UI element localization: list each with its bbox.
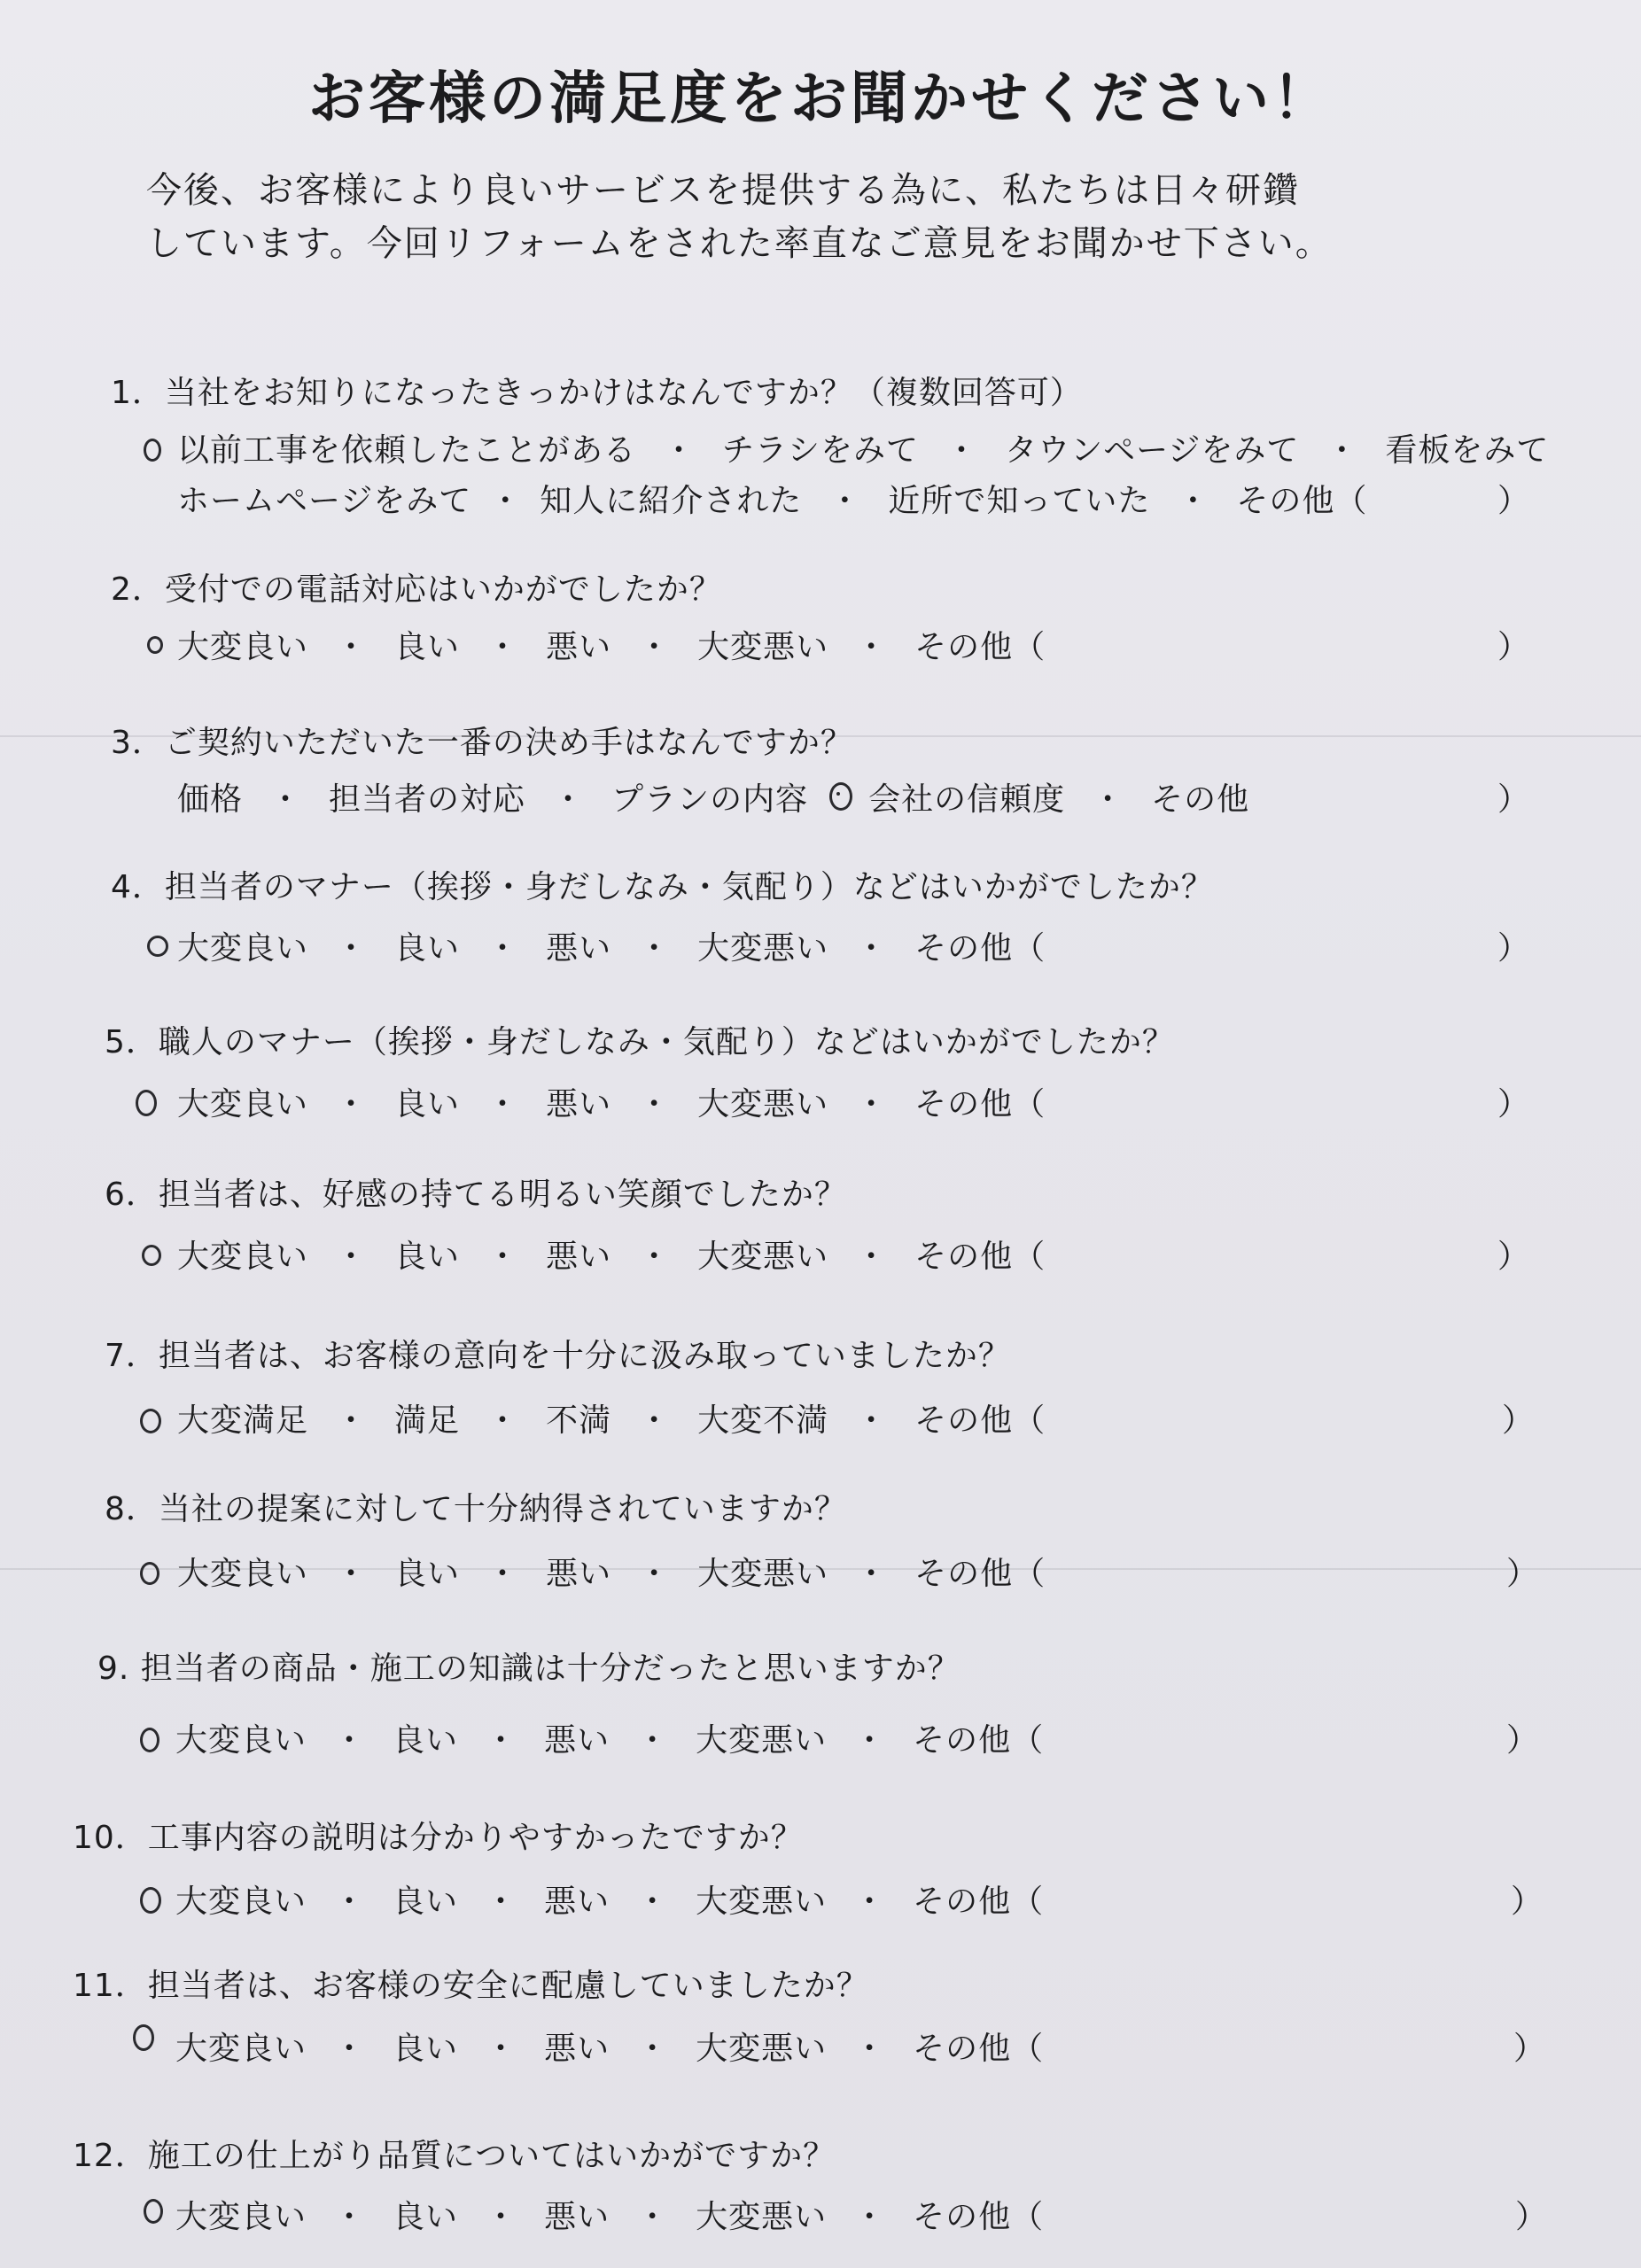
question-1-label: 1．当社をお知りになったきっかけはなんですか？（複数回答可） [111, 375, 1083, 411]
option-label[interactable]: 良い [394, 1086, 461, 1122]
separator: ・ [335, 1086, 369, 1122]
option-label[interactable]: 大変良い [177, 930, 309, 967]
question-9-label: 9. 担当者の商品・施工の知識は十分だったと思いますか？ [97, 1651, 960, 1687]
option-label[interactable]: 良い [393, 2031, 459, 2067]
page-title: お客様の満足度をお聞かせください！ [308, 66, 1333, 132]
question-12-label: 12．施工の仕上がり品質についてはいかがですか？ [73, 2138, 836, 2174]
separator: ・ [335, 1239, 369, 1275]
other-close-paren: ） [1506, 1556, 1539, 1592]
selection-circle [147, 936, 168, 957]
question-3-options [177, 774, 1249, 819]
option-label[interactable]: 大変満足 [177, 1402, 309, 1439]
separator: ・ [636, 1722, 670, 1759]
separator: ・ [638, 629, 672, 665]
separator: ・ [855, 930, 889, 967]
question-1-options-row2 [177, 476, 1367, 521]
other-close-paren: ） [1497, 483, 1530, 519]
option-label[interactable]: 大変悪い [697, 930, 829, 967]
option-label[interactable]: その他 [1151, 781, 1250, 818]
separator: ・ [945, 432, 979, 469]
option-label[interactable]: その他（ [913, 1722, 1045, 1759]
separator: ・ [486, 629, 520, 665]
other-close-paren: ） [1497, 1239, 1530, 1275]
separator: ・ [663, 432, 696, 469]
option-label[interactable]: その他（ [913, 1884, 1045, 1920]
separator: ・ [489, 483, 523, 519]
question-11-options [175, 2023, 1044, 2069]
option-label[interactable]: 悪い [544, 2199, 611, 2235]
separator: ・ [552, 781, 586, 818]
option-label[interactable]: 大変悪い [696, 2031, 828, 2067]
option-label[interactable]: 価格 [177, 781, 244, 818]
option-label[interactable]: 悪い [546, 930, 612, 967]
option-label[interactable]: 良い [394, 1239, 461, 1275]
selection-circle [829, 782, 852, 811]
intro-paragraph [146, 164, 1564, 270]
question-5-label: 5．職人のマナー（挨拶・身だしなみ・気配り）などはいかがでしたか？ [105, 1024, 1175, 1060]
separator: ・ [855, 629, 889, 665]
option-label[interactable]: 悪い [544, 1722, 611, 1759]
option-label[interactable]: 悪い [544, 2031, 611, 2067]
option-label[interactable]: 大変良い [175, 2031, 307, 2067]
option-label[interactable]: チラシをみて [722, 432, 920, 469]
separator: ・ [855, 1556, 889, 1592]
question-11-label: 11．担当者は、お客様の安全に配慮していましたか？ [73, 1968, 869, 2004]
option-label[interactable]: 満足 [394, 1402, 461, 1439]
other-close-paren: ） [1506, 1722, 1539, 1759]
option-label[interactable]: 悪い [544, 1884, 611, 1920]
separator: ・ [636, 1884, 670, 1920]
option-label[interactable]: 担当者の対応 [329, 781, 526, 818]
question-10-label: 10．工事内容の説明は分かりやすかったですか？ [73, 1820, 804, 1856]
option-label[interactable]: 大変不満 [697, 1402, 829, 1439]
separator: ・ [638, 1556, 672, 1592]
selection-circle [147, 636, 163, 654]
separator: ・ [855, 1086, 889, 1122]
question-3-label: 3．ご契約いただいた一番の決め手はなんですか？ [111, 725, 853, 761]
option-label[interactable]: 大変悪い [696, 1722, 828, 1759]
option-label[interactable]: 大変良い [177, 1086, 309, 1122]
separator: ・ [333, 2199, 367, 2235]
option-label[interactable]: ホームページをみて [177, 483, 472, 519]
other-close-paren: ） [1502, 1402, 1535, 1439]
separator: ・ [828, 483, 862, 519]
question-1-options-row1 [177, 425, 1549, 470]
separator: ・ [486, 1402, 520, 1439]
option-label[interactable]: 良い [393, 2199, 459, 2235]
separator: ・ [335, 629, 369, 665]
question-9-options [175, 1715, 1044, 1760]
separator: ・ [485, 1722, 518, 1759]
question-8-options [177, 1549, 1046, 1594]
option-label[interactable]: 悪い [546, 1239, 612, 1275]
other-close-paren: ） [1513, 2031, 1546, 2067]
separator: ・ [335, 1556, 369, 1592]
option-label[interactable]: 良い [393, 1884, 459, 1920]
separator: ・ [333, 1722, 367, 1759]
option-label[interactable]: その他（ [914, 1239, 1046, 1275]
option-label[interactable]: 悪い [546, 1556, 612, 1592]
other-close-paren: ） [1511, 1884, 1544, 1920]
option-label[interactable]: 不満 [546, 1402, 612, 1439]
separator: ・ [855, 1402, 889, 1439]
separator: ・ [485, 2199, 518, 2235]
option-label[interactable]: その他（ [913, 2199, 1045, 2235]
option-label[interactable]: 悪い [546, 1086, 612, 1122]
separator: ・ [1177, 483, 1210, 519]
question-8-label: 8．当社の提案に対して十分納得されていますか？ [105, 1491, 847, 1527]
selection-circle [140, 1728, 159, 1752]
question-4-label: 4．担当者のマナー（挨拶・身だしなみ・気配り）などはいかがでしたか？ [111, 869, 1214, 905]
separator: ・ [486, 1556, 520, 1592]
question-7-options [177, 1395, 1046, 1441]
option-label[interactable]: 大変良い [175, 2199, 307, 2235]
option-label[interactable]: 大変良い [175, 1722, 307, 1759]
separator: ・ [485, 2031, 518, 2067]
selection-circle [140, 1887, 161, 1914]
option-label[interactable]: 良い [394, 930, 461, 967]
question-6-options [177, 1231, 1046, 1277]
option-label[interactable]: 良い [394, 1556, 461, 1592]
selection-circle [136, 1090, 157, 1116]
option-label[interactable]: 大変悪い [697, 1086, 829, 1122]
question-12-options [175, 2192, 1044, 2237]
separator: ・ [638, 930, 672, 967]
other-close-paren: ） [1497, 781, 1530, 818]
separator: ・ [333, 2031, 367, 2067]
option-label[interactable]: 大変悪い [696, 1884, 828, 1920]
separator: ・ [853, 1722, 887, 1759]
option-label[interactable]: その他（ [914, 1086, 1046, 1122]
separator: ・ [853, 2199, 887, 2235]
separator: ・ [486, 930, 520, 967]
option-label[interactable]: その他（ [914, 1402, 1046, 1439]
other-close-paren: ） [1497, 1086, 1530, 1122]
option-label[interactable]: 大変悪い [697, 1239, 829, 1275]
option-label[interactable]: 大変悪い [696, 2199, 828, 2235]
separator: ・ [486, 1086, 520, 1122]
option-label[interactable]: 看板をみて [1385, 432, 1550, 469]
separator: ・ [636, 2199, 670, 2235]
option-label[interactable]: 良い [393, 1722, 459, 1759]
question-2-label: 2．受付での電話対応はいかがでしたか？ [111, 571, 722, 608]
separator: ・ [333, 1884, 367, 1920]
selection-circle-wrap [829, 779, 852, 815]
option-label[interactable]: その他（ [914, 930, 1046, 967]
separator: ・ [638, 1086, 672, 1122]
option-label[interactable]: 会社の信頼度 [868, 781, 1066, 818]
other-close-paren: ） [1497, 629, 1530, 665]
separator: ・ [1326, 432, 1359, 469]
separator: ・ [335, 930, 369, 967]
separator: ・ [335, 1402, 369, 1439]
question-7-label: 7．担当者は、お客様の意向を十分に汲み取っていましたか？ [105, 1338, 1011, 1374]
option-label[interactable]: その他（ [914, 1556, 1046, 1592]
option-label[interactable]: その他（ [913, 2031, 1045, 2067]
option-label[interactable]: 大変良い [177, 1239, 309, 1275]
selection-circle [140, 1409, 161, 1433]
option-label[interactable]: 良い [394, 629, 461, 665]
option-label[interactable]: 大変良い [175, 1884, 307, 1920]
selection-circle [144, 439, 161, 462]
option-label[interactable]: プランの内容 [611, 781, 809, 818]
separator: ・ [1092, 781, 1125, 818]
selection-circle [140, 1562, 159, 1585]
other-close-paren: ） [1497, 930, 1530, 967]
separator: ・ [855, 1239, 889, 1275]
option-label[interactable]: タウンページをみて [1005, 432, 1300, 469]
separator: ・ [485, 1884, 518, 1920]
option-label[interactable]: 大変良い [177, 1556, 309, 1592]
separator: ・ [638, 1239, 672, 1275]
selection-circle [144, 2199, 163, 2224]
option-label[interactable]: 以前工事を依頼したことがある [177, 432, 637, 469]
separator: ・ [853, 2031, 887, 2067]
option-label[interactable]: 大変悪い [697, 1556, 829, 1592]
option-label[interactable]: 大変良い [177, 629, 309, 665]
intro-line: しています。今回リフォームをされた率直なご意見をお聞かせ下さい。 [146, 223, 1333, 264]
option-label[interactable]: その他（ [1236, 483, 1368, 519]
question-4-options [177, 923, 1046, 968]
separator: ・ [486, 1239, 520, 1275]
selection-circle [142, 1245, 161, 1266]
option-label[interactable]: その他（ [914, 629, 1046, 665]
question-10-options [175, 1876, 1044, 1922]
option-label[interactable]: 大変悪い [697, 629, 829, 665]
separator: ・ [853, 1884, 887, 1920]
separator: ・ [269, 781, 303, 818]
separator: ・ [638, 1402, 672, 1439]
option-label[interactable]: 知人に紹介された [540, 483, 803, 519]
option-label[interactable]: 近所で知っていた [888, 483, 1151, 519]
selection-circle [133, 2024, 154, 2051]
intro-line: 今後、お客様により良いサービスを提供する為に、私たちは日々研鑽 [146, 170, 1300, 211]
question-6-label: 6．担当者は、好感の持てる明るい笑顔でしたか？ [105, 1177, 847, 1213]
question-5-options [177, 1079, 1046, 1124]
other-close-paren: ） [1515, 2199, 1548, 2235]
question-2-options [177, 622, 1046, 667]
option-label[interactable]: 悪い [546, 629, 612, 665]
separator: ・ [636, 2031, 670, 2067]
